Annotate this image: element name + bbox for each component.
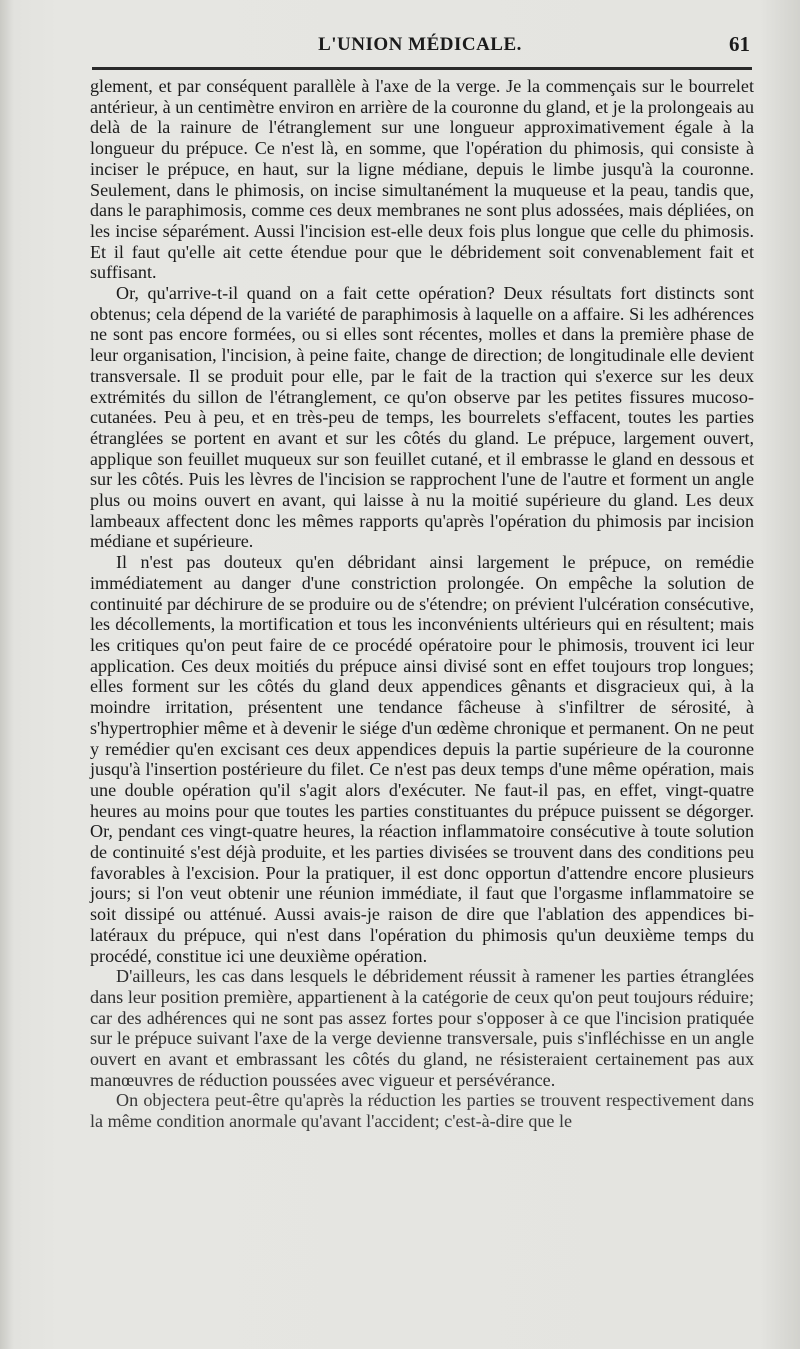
paragraph: On objectera peut-être qu'après la réduction les parties se trouvent respectivement dans la même condition anormale qu'avant l'accident; c'est-à-dire que le [90, 1090, 754, 1132]
paragraph-continuation: glement, et par conséquent parallèle à l'axe de la verge. Je la commençais sur le bourrelet antérieur, à un centimètre environ en arrière de la couronne du gland, et je la prolongeais au delà de la rainure de l'étranglement sur une longueur approximativement égale à la longueur du prépuce. Ce n'est là, en somme, que l'opération du phimosis, qui consiste à inciser le prépuce, en haut, sur la ligne médiane, depuis le limbe jusqu'à la couronne. Seulement, dans le phimosis, on incise simultanément la muqueuse et la peau, tandis que, dans le paraphimosis, comme ces deux membranes ne sont plus adossées, mais dépliées, on les incise séparément. Aussi l'incision est-elle deux fois plus longue que celle du phimosis. Et il faut qu'elle ait cette étendue pour que le débridement soit convenablement fait et suffisant. [90, 76, 754, 283]
paragraph: D'ailleurs, les cas dans lesquels le débridement réussit à ramener les parties étranglées dans leur position première, appartienent à la catégorie de ceux qu'on peut toujours réduire; car des adhérences qui ne sont pas assez fortes pour s'opposer à ce que l'incision pratiquée sur le prépuce suivant l'axe de la verge devienne transversale, puis s'infléchisse en un angle ouvert en avant et embrassant les côtés du gland, ne résisteraient certainement pas aux manœuvres de réduction poussées avec vigueur et persévérance. [90, 966, 754, 1090]
running-header [90, 30, 750, 64]
article-body [90, 76, 754, 1132]
page-number: 61 [729, 32, 750, 56]
show-through-margin [0, 90, 88, 1330]
paragraph: Or, qu'arrive-t-il quand on a fait cette opération? Deux résultats fort distincts sont obtenus; cela dépend de la variété de paraphimosis à laquelle on a affaire. Si les adhérences ne sont pas encore formées, ou si elles sont récentes, molles et dans la première phase de leur organisation, l'incision, à peine faite, change de direction; de longitudinale elle devient transversale. Il se produit pour elle, par le fait de la traction qui s'exerce sur les deux extrémités du sillon de l'étranglement, ce qu'on observe par les petites fissures mucoso-cutanées. Peu à peu, et en très-peu de temps, les bourrelets s'effacent, toutes les parties étranglées se portent en avant et sur les côtés du gland. Le prépuce, largement ouvert, applique son feuillet muqueux sur son feuillet cutané, et il embrasse le gland en dessous et sur les côtés. Puis les lèvres de l'incision se rapprochent l'une de l'autre et forment un angle plus ou moins ouvert en avant, qui laisse à nu la moitié supérieure du gland. Les deux lambeaux affectent donc les mêmes rapports qu'après l'opération du phimosis par incision médiane et supérieure. [90, 283, 754, 552]
paragraph: Il n'est pas douteux qu'en débridant ainsi largement le prépuce, on remédie immédiatement au danger d'une constriction prolongée. On empêche la solution de continuité par déchirure de se produire ou de s'étendre; on prévient l'ulcération consécutive, les décollements, la mortification et tous les inconvénients ultérieurs qui en résultent; mais les critiques qu'on peut faire de ce procédé opératoire pour le phimosis, trouvent ici leur application. Ces deux moitiés du prépuce ainsi divisé sont en effet toujours trop longues; elles forment sur les côtés du gland deux appendices gênants et disgracieux qui, à la moindre irritation, présentent une tendance fâcheuse à s'infiltrer de sérosité, à s'hypertrophier même et à devenir le siége d'un œdème chronique et permanent. On ne peut y remédier qu'en excisant ces deux appendices depuis la partie supérieure de la couronne jusqu'à l'insertion postérieure du filet. Ce n'est pas deux temps d'une même opération, mais une double opération qu'il s'agit alors d'exécuter. Ne faut-il pas, en effet, vingt-quatre heures au moins pour que toutes les parties constituantes du prépuce puissent se dégorger. Or, pendant ces vingt-quatre heures, la réaction inflammatoire consécutive à toute solution de continuité s'est déjà produite, et les parties divisées se trouvent dans des conditions peu favorables à l'excision. Pour la pratiquer, il est donc opportun d'attendre encore plusieurs jours; si l'on veut obtenir une réunion immédiate, il faut que l'orgasme inflammatoire se soit dissipé ou atténué. Aussi avais-je raison de dire que l'ablation des appendices bi-latéraux du prépuce, qui n'est dans l'opération du phimosis qu'un deuxième temps du procédé, constitue ici une deuxième opération. [90, 552, 754, 966]
header-rule [92, 67, 752, 70]
journal-title: L'UNION MÉDICALE. [318, 34, 522, 55]
